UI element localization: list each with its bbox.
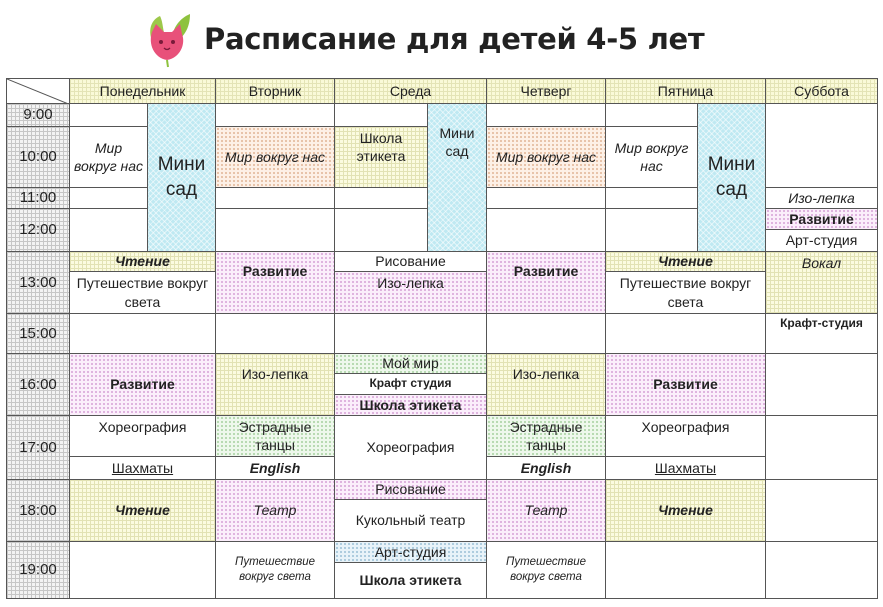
lesson-sat-izo: Изо-лепка bbox=[766, 188, 878, 209]
lesson-wed-moymir: Мой мир bbox=[335, 354, 487, 374]
corner-diagonal bbox=[7, 79, 70, 104]
empty-cell bbox=[606, 542, 766, 599]
empty-cell bbox=[335, 209, 428, 252]
empty-cell bbox=[766, 480, 878, 542]
empty-cell bbox=[70, 314, 216, 354]
time-label: 15:00 bbox=[6, 314, 70, 354]
lesson-wed-izo: Изо-лепка bbox=[335, 272, 487, 314]
lesson-wed-art: Арт-студия bbox=[335, 542, 487, 563]
lesson-tue-english: English bbox=[216, 457, 335, 480]
time-label: 19:00 bbox=[6, 542, 70, 599]
lesson-sat-razvitie: Развитие bbox=[766, 209, 878, 230]
empty-cell bbox=[70, 209, 148, 252]
lesson-mon-chtenie-evening: Чтение bbox=[70, 480, 216, 542]
lesson-thu-razvitie: Развитие bbox=[487, 252, 606, 314]
time-label: 17:00 bbox=[6, 416, 70, 480]
lesson-wed-shkola: Школа этикета bbox=[335, 127, 428, 188]
lesson-fri-mir: Мир вокруг нас bbox=[606, 127, 698, 188]
lesson-thu-travel: Путешествие вокруг света bbox=[487, 542, 606, 599]
lesson-fri-chtenie: Чтение bbox=[606, 252, 766, 272]
page-title: Расписание для детей 4-5 лет bbox=[204, 22, 705, 56]
day-header: Пятница bbox=[606, 78, 766, 104]
lesson-wed-risovanie-evening: Рисование bbox=[335, 480, 487, 500]
lesson-mon-travel: Путешествие вокруг света bbox=[70, 272, 216, 314]
lesson-sat-kraft: Крафт-студия bbox=[766, 314, 878, 354]
empty-cell bbox=[216, 188, 335, 209]
time-label: 10:00 bbox=[6, 127, 70, 188]
time-label: 12:00 bbox=[6, 209, 70, 252]
lesson-thu-estrada: Эстрадные танцы bbox=[487, 416, 606, 457]
corner-cell bbox=[6, 78, 70, 104]
lesson-wed-shkola-evening: Школа этикета bbox=[335, 563, 487, 599]
empty-cell bbox=[487, 104, 606, 127]
lesson-fri-shahmaty: Шахматы bbox=[606, 457, 766, 480]
lesson-thu-teatr: Театр bbox=[487, 480, 606, 542]
lesson-tue-izo: Изо-лепка bbox=[216, 354, 335, 416]
lesson-mon-horeo: Хореография bbox=[70, 416, 216, 457]
lesson-fri-chtenie-evening: Чтение bbox=[606, 480, 766, 542]
lesson-wed-kukolny: Кукольный театр bbox=[335, 500, 487, 542]
empty-cell bbox=[487, 209, 606, 252]
empty-cell bbox=[487, 188, 606, 209]
lesson-fri-minisad: Мини сад bbox=[698, 104, 766, 252]
empty-cell bbox=[606, 104, 698, 127]
empty-cell bbox=[766, 354, 878, 416]
empty-cell bbox=[766, 104, 878, 188]
day-header: Четверг bbox=[487, 78, 606, 104]
lesson-thu-izo: Изо-лепка bbox=[487, 354, 606, 416]
lesson-tue-razvitie: Развитие bbox=[216, 252, 335, 314]
time-label: 18:00 bbox=[6, 480, 70, 542]
lesson-wed-kraft: Крафт студия bbox=[335, 374, 487, 395]
time-label: 16:00 bbox=[6, 354, 70, 416]
time-label: 13:00 bbox=[6, 252, 70, 314]
day-header: Среда bbox=[335, 78, 487, 104]
lesson-wed-horeo: Хореография bbox=[335, 416, 487, 480]
lesson-thu-mir: Мир вокруг нас bbox=[487, 127, 606, 188]
lesson-fri-horeo: Хореография bbox=[606, 416, 766, 457]
empty-cell bbox=[766, 416, 878, 480]
empty-cell bbox=[606, 314, 766, 354]
time-label: 11:00 bbox=[6, 188, 70, 209]
empty-cell bbox=[335, 104, 428, 127]
empty-cell bbox=[606, 188, 698, 209]
lesson-mon-razvitie: Развитие bbox=[70, 354, 216, 416]
empty-cell bbox=[606, 209, 698, 252]
lesson-fri-razvitie: Развитие bbox=[606, 354, 766, 416]
empty-cell bbox=[216, 104, 335, 127]
empty-cell bbox=[70, 104, 148, 127]
lesson-wed-minisad: Мини сад bbox=[428, 104, 487, 252]
lesson-fri-travel: Путешествие вокруг света bbox=[606, 272, 766, 314]
lesson-tue-teatr: Театр bbox=[216, 480, 335, 542]
lesson-tue-mir: Мир вокруг нас bbox=[216, 127, 335, 188]
time-label: 9:00 bbox=[6, 104, 70, 127]
lesson-mon-minisad: Мини сад bbox=[148, 104, 216, 252]
empty-cell bbox=[216, 314, 335, 354]
empty-cell bbox=[216, 209, 335, 252]
lesson-wed-shkola-etiketa: Школа этикета bbox=[335, 395, 487, 416]
lesson-thu-english: English bbox=[487, 457, 606, 480]
day-header: Суббота bbox=[766, 78, 878, 104]
empty-cell bbox=[335, 314, 487, 354]
empty-cell bbox=[70, 188, 148, 209]
empty-cell bbox=[766, 542, 878, 599]
empty-cell bbox=[335, 188, 428, 209]
day-header: Понедельник bbox=[70, 78, 216, 104]
lesson-mon-mir: Мир вокруг нас bbox=[70, 127, 148, 188]
empty-cell bbox=[70, 542, 216, 599]
lesson-wed-risovanie: Рисование bbox=[335, 252, 487, 272]
day-header: Вторник bbox=[216, 78, 335, 104]
lesson-sat-vokal: Вокал bbox=[766, 252, 878, 314]
empty-cell bbox=[487, 314, 606, 354]
lesson-mon-shahmaty: Шахматы bbox=[70, 457, 216, 480]
lesson-sat-art: Арт-студия bbox=[766, 230, 878, 252]
lesson-tue-travel: Путешествие вокруг света bbox=[216, 542, 335, 599]
lesson-mon-chtenie: Чтение bbox=[70, 252, 216, 272]
lesson-tue-estrada: Эстрадные танцы bbox=[216, 416, 335, 457]
